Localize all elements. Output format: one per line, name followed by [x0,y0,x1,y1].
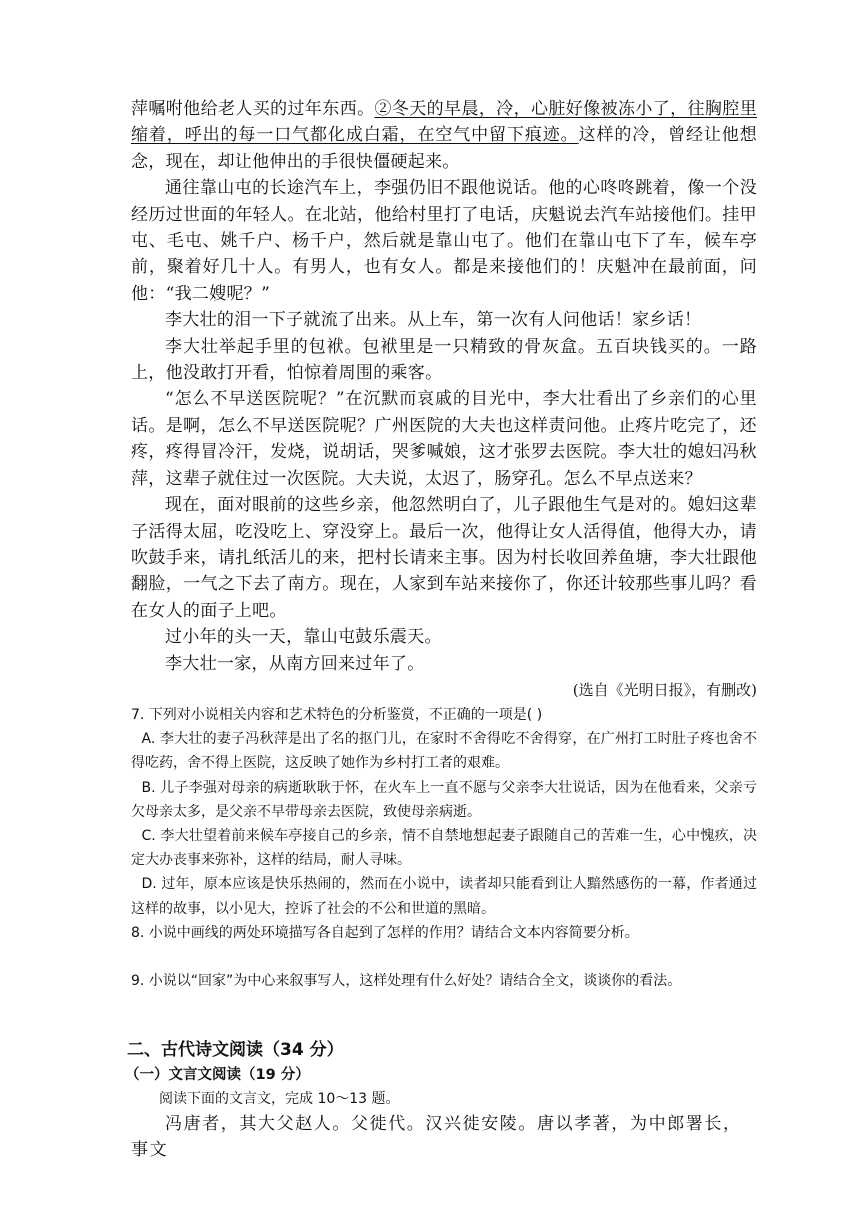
subsection-title: （一）文言文阅读（19 分） [125,1067,310,1084]
section-instruction: 阅读下面的文言文，完成 10～13 题。 [159,1091,400,1108]
question-7-option-d: D. 过年，原本应该是快乐热闹的，然而在小说中，读者却只能看到让人黯然感伤的一幕，作者通过这样的故事，以小见大，控诉了社会的不公和世道的黑暗。 [131,876,757,917]
story-paragraph: 通往靠山屯的长途汽车上，李强仍旧不跟他说话。他的心咚咚跳着，像一个没经历过世面的年轻人。在北站，他给村里打了电话，庆魁说去汽车站接他们。挂甲屯、毛屯、姚千户、杨千户，然后就是靠山屯了。他们在靠山屯下了车，候车亭前，聚着好几十人。有男人，也有女人。都是来接他们的！庆魁冲在最前面，问他：“我二嫂呢？” [131,178,757,304]
story-text [131,96,757,677]
story-text-segment: 这样的冷，曾经让他想念，现在，却让他伸出的手很快僵硬起来。 [131,125,758,172]
question-block [131,703,757,993]
classical-text: 冯唐者，其大父赵人。父徙代。汉兴徙安陵。唐以孝著，为中郎署长，事文 [131,1114,742,1161]
story-source: (选自《光明日报》，有删改) [572,680,757,699]
question-8: 8. 小说中画线的两处环境描写各自起到了怎样的作用？请结合文本内容简要分析。 [131,924,639,941]
story-paragraph: 过小年的头一天，靠山屯鼓乐震天。 [165,627,442,648]
question-9: 9. 小说以“回家”为中心来叙事写人，这样处理有什么好处？请结合全文，谈谈你的看法。 [131,972,682,989]
question-7-option-b: B. 儿子李强对母亲的病逝耿耿于怀，在火车上一直不愿与父亲李大壮说话，因为在他看来，父亲亏欠母亲太多，是父亲不早带母亲去医院，致使母亲病逝。 [131,779,757,820]
question-7-stem: 7. 下列对小说相关内容和艺术特色的分析鉴赏，不正确的一项是( ) [131,706,543,723]
story-paragraph: “怎么不早送医院呢？”在沉默而哀戚的目光中，李大壮看出了乡亲们的心里话。是啊，怎么不早送医院呢？广州医院的大夫也这样责问他。止疼片吃完了，还疼，疼得冒冷汗，发烧，说胡话，哭爹喊娘，这才张罗去医院。李大壮的媳妇冯秋萍，这辈子就住过一次医院。大夫说，太迟了，肠穿孔。怎么不早点送来？ [131,389,757,489]
question-7-option-a: A. 李大壮的妻子冯秋萍是出了名的抠门儿，在家时不舍得吃不舍得穿，在广州打工时肚子疼也舍不得吃药，舍不得上医院，这反映了她作为乡村打工者的艰难。 [131,731,757,772]
section-title: 二、古代诗文阅读（34 分） [127,1040,344,1061]
story-text-segment: 萍嘱咐他给老人买的过年东西。 [131,99,375,119]
story-paragraph: 现在，面对眼前的这些乡亲，他忽然明白了，儿子跟他生气是对的。媳妇这辈子活得太屈，吃没吃上、穿没穿上。最后一次，他得让女人活得值，他得大办，请吹鼓手来，请扎纸活儿的来，把村长请来主事。因为村长收回养鱼塘，李大壮跟他翻脸，一气之下去了南方。现在，人家到车站来接你了，你还计较那些事儿吗？看在女人的面子上吧。 [131,495,757,621]
story-paragraph: 李大壮举起手里的包袱。包袱里是一只精致的骨灰盒。五百块钱买的。一路上，他没敢打开看，怕惊着周围的乘客。 [131,336,757,384]
question-7-option-c: C. 李大壮望着前来候车亭接自己的乡亲，情不自禁地想起妻子跟随自己的苦难一生，心中愧疚，决定大办丧事来弥补，这样的结局，耐人寻味。 [131,827,757,869]
exam-page [125,96,758,1163]
underlined-environment-description: ②冬天的早晨，冷，心脏好像被冻小了，往胸腔里缩着，呼出的每一口气都化成白霜，在空气中留下痕迹。 [131,99,757,146]
story-paragraph: 李大壮的泪一下子就流了出来。从上车，第一次有人问他话！家乡话！ [165,310,702,331]
story-paragraph: 李大壮一家，从南方回来过年了。 [165,653,425,674]
story-paragraph [131,96,757,175]
